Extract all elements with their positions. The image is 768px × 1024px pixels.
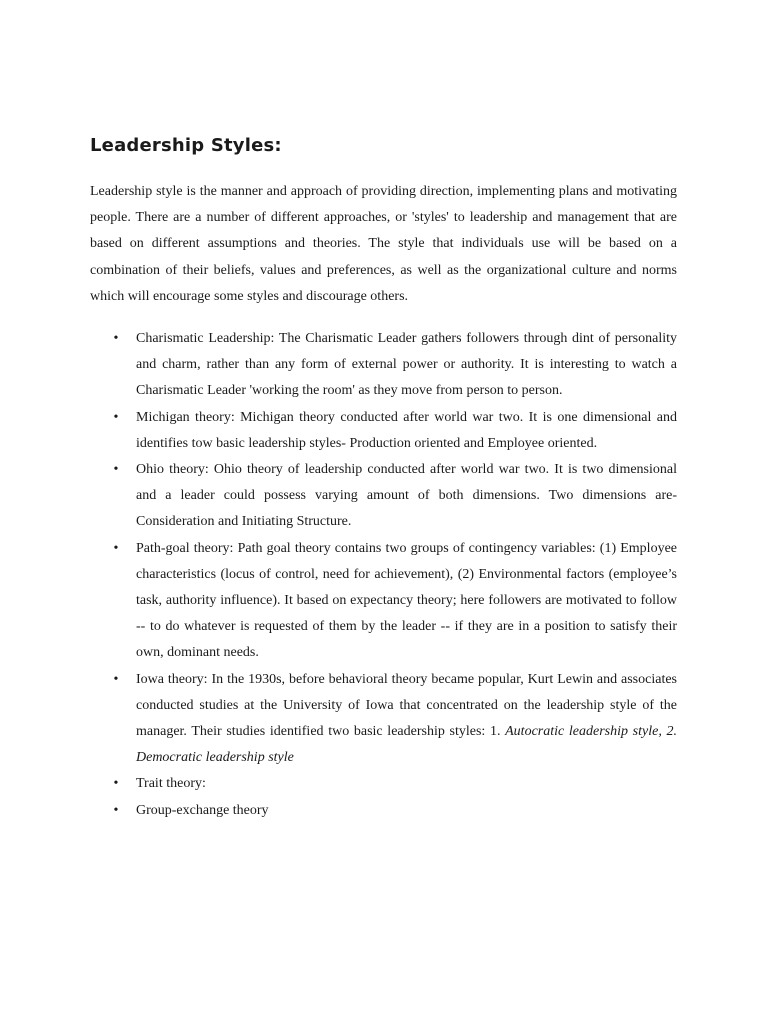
bullet-icon: • [113, 331, 119, 346]
list-item-text: Group-exchange theory [136, 802, 269, 818]
bullet-icon: • [113, 462, 119, 478]
bullet-icon: • [113, 671, 119, 687]
list-item-text-italic: Autocratic leadership style, 2. Democratic leadership style [136, 724, 677, 766]
list-item-text: Trait theory: [136, 776, 206, 792]
theory-list [90, 326, 677, 824]
list-item-text [136, 672, 677, 766]
list-item [90, 405, 677, 457]
list-item [90, 457, 677, 536]
list-item-text-plain: Iowa theory: In the 1930s, before behavioral theory became popular, Kurt Lewin and associates conducted studies at the University of Iowa that concentrated on the leadership style of the manager. Their studies identified two basic leadership styles: 1. [136, 671, 677, 740]
list-item [90, 326, 677, 405]
list-item-text: Ohio theory: Ohio theory of leadership conducted after world war two. It is two dimensional and a leader could possess varying amount of both dimensions. Two dimensions are- Consideration and Initiating Structure. [136, 462, 677, 530]
list-item-text: Charismatic Leadership: The Charismatic Leader gathers followers through dint of personality and charm, rather than any form of external power or authority. It is interesting to watch a Charismatic Leader 'working the room' as they move from person to person. [136, 331, 677, 399]
list-item [90, 667, 677, 772]
bullet-icon: • [113, 776, 119, 792]
list-item [90, 771, 677, 797]
list-item [90, 798, 677, 824]
bullet-icon: • [113, 540, 119, 556]
bullet-icon: • [113, 802, 119, 818]
document-heading: Leadership Styles: [90, 135, 282, 156]
list-item-text: Path-goal theory: Path goal theory contains two groups of contingency variables: (1) Employee characteristics (locus of control, need for achievement), (2) Environmental factors (employee’s task, authority influence). It based on expectancy theory; here followers are motivated to follow -- to do whatever is requested of them by the leader -- if they are in a position to satisfy their own, dominant needs. [136, 540, 677, 661]
list-item-text: Michigan theory: Michigan theory conducted after world war two. It is one dimensional and identifies tow basic leadership styles- Production oriented and Employee oriented. [136, 409, 677, 451]
bullet-icon: • [113, 409, 119, 425]
list-item [90, 536, 677, 667]
intro-paragraph: Leadership style is the manner and approach of providing direction, implementing plans and motivating people. There are a number of different approaches, or 'styles' to leadership and management that are based on different assumptions and theories. The style that individuals use will be based on a combination of their beliefs, values and preferences, as well as the organizational culture and norms which will encourage some styles and discourage others. [90, 184, 677, 304]
